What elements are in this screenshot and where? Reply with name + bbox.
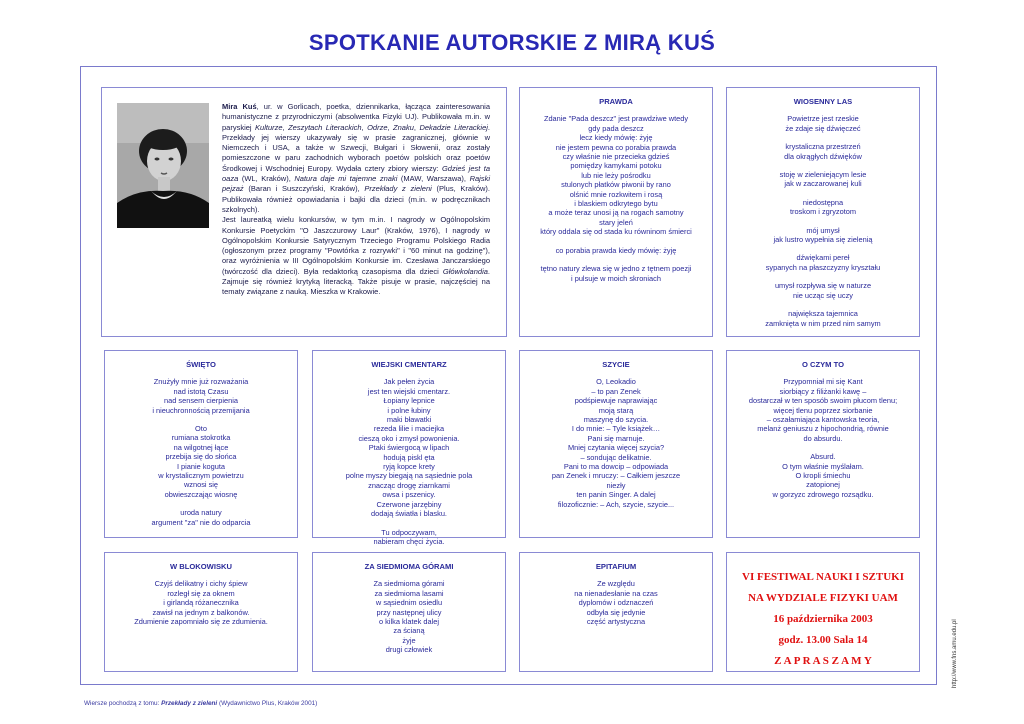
- poem-line: dźwiękami pereł: [796, 253, 850, 263]
- poem-line: Oto: [195, 424, 207, 434]
- poem-line: Zdanie "Pada deszcz" jest prawdziwe wtedy: [543, 114, 689, 124]
- poem-box-wiosenny-las: [726, 87, 920, 337]
- poem-line: pan Zenek i mruczy: – Całkiem jeszcze: [551, 471, 681, 481]
- festival-announcement: [726, 552, 920, 672]
- poem-line: maki bławatki: [386, 415, 432, 425]
- stanza-gap: [317, 519, 501, 528]
- poem-line: I do mnie: – Tyle książek…: [571, 424, 661, 434]
- poem-line: przebija się do słońca: [165, 452, 237, 462]
- poem-line: melanż geniuszu z hipochondrią, równie: [757, 424, 889, 434]
- poem-box-o-czym-to: [726, 350, 920, 538]
- poem-box-szycie: [519, 350, 713, 538]
- poem-line: ten panin Singer. A dalej: [576, 490, 656, 500]
- poem-line: I pianie koguta: [176, 461, 226, 471]
- author-photo: [117, 103, 209, 228]
- bio-paragraph: Jest laureatką wielu konkursów, w tym m.in. I nagrody w Ogólnopolskim Konkursie Poetyckim "O Jaszczurowy Laur" (Kraków, 1976), I nagrody w Ogólnopolskim Konkursie Satyrycznym Trzeciego Programu Polskiego Radia (ogłoszonym przez programy "Powtórka z rozrywki" i "60 minut na godzinę"), oraz wyróżnienia w III Ogólnopolskim Konkursie im. Czesława Janczarskiego (twórczość dla dzieci). Była redaktorką czasopisma dla dzieci Główkolandia. Zajmuje się również krytyką literacką. Także pisuje w prasie, najczęściej na tematy związane z nauką. Mieszka w Krakowie.: [222, 215, 490, 297]
- footer-prefix: Wiersze pochodzą z tomu:: [84, 700, 162, 707]
- stanza-gap: [731, 272, 915, 281]
- poem-line: Absurd.: [810, 452, 836, 462]
- poem-line: nie jestem pewna co porabia prawda: [555, 142, 677, 152]
- poem-line: nabieram chęci życia.: [373, 536, 445, 546]
- poem-line: więcej tlenu poprzez siorbanie: [773, 405, 873, 415]
- author-portrait-image: [117, 103, 209, 228]
- poem-box-za-siedmioma-gorami: [312, 552, 506, 672]
- poem-box-wiejski-cmentarz: [312, 350, 506, 546]
- poem-line: Przypomniał mi się Kant: [783, 377, 863, 387]
- poem-line: jest ten wiejski cmentarz.: [367, 386, 451, 396]
- stanza-gap: [731, 161, 915, 170]
- website-url[interactable]: http://www.fns.amu.edu.pl: [952, 619, 958, 688]
- poem-line: gdy pada deszcz: [588, 123, 644, 133]
- poem-line: Powietrze jest rzeskie: [787, 114, 859, 124]
- poem-line: drugi człowiek: [385, 645, 433, 655]
- poem-title: W BLOKOWISKU: [169, 562, 232, 571]
- poem-line: o kilka klatek dalej: [379, 617, 439, 627]
- poem-line: pomiędzy kamykami potoku: [570, 161, 662, 171]
- poem-line: w gorzyzc zdrowego rozsądku.: [772, 489, 874, 499]
- poem-line: Czyjś delikatny i cichy śpiew: [154, 579, 248, 589]
- poem-line: na wilgotnej łące: [173, 442, 229, 452]
- stanza-gap: [731, 217, 915, 226]
- poem-line: rumiana stokrotka: [171, 433, 231, 443]
- poem-line: dla okrągłych dźwięków: [784, 151, 862, 161]
- poem-line: Łopiany lepnice: [383, 396, 435, 406]
- stanza-gap: [731, 300, 915, 309]
- poem-line: – sondując delikatnie.: [580, 452, 652, 462]
- poem-line: że zdaje się dźwięczeć: [785, 123, 861, 133]
- poem-line: i nieuchronnością przemijania: [152, 405, 250, 415]
- stanza-gap: [731, 189, 915, 198]
- poem-line: który oddala się od stada ku równinom śmierci: [540, 227, 692, 237]
- poem-line: sypanych na płaszczyzny kryształu: [765, 262, 881, 272]
- poem-line: znacząc drogę ziarnkami: [368, 480, 450, 490]
- poem-line: za siedmioma lasami: [374, 588, 444, 598]
- poem-line: hodują piskl ęta: [383, 452, 435, 462]
- poem-line: jak lustro wypełnia się zielenią: [773, 235, 873, 245]
- poem-line: zamknięta w nim przed nim samym: [765, 318, 881, 328]
- poem-line: na nienadesłanie na czas: [574, 588, 658, 598]
- poem-line: dostarczał w ten sposób swoim płucom tlenu;: [748, 396, 898, 406]
- poem-line: nad istotą Czasu: [173, 386, 229, 396]
- poem-line: siorbiący z filiżanki kawę –: [779, 386, 867, 396]
- poem-line: jak w zaczarowanej kuli: [784, 179, 862, 189]
- poem-line: i blaskiem odkrytego bytu: [574, 199, 658, 209]
- poem-line: żyje: [402, 635, 416, 645]
- poem-line: za ścianą: [393, 626, 425, 636]
- page-title: SPOTKANIE AUTORSKIE Z MIRĄ KUŚ: [308, 30, 716, 55]
- poem-line: mój umysł: [806, 225, 840, 235]
- poem-line: nad sensem cierpienia: [164, 396, 238, 406]
- festival-venue: NA WYDZIALE FIZYKI UAM: [748, 592, 898, 604]
- poem-line: uroda natury: [180, 508, 222, 518]
- stanza-gap: [524, 237, 708, 246]
- poem-line: Mniej czytania więcej szycia?: [567, 443, 665, 453]
- poem-title: ZA SIEDMIOMA GÓRAMI: [364, 562, 454, 571]
- poem-line: Czerwone jarzębiny: [376, 499, 442, 509]
- poem-box-epitafium: [519, 552, 713, 672]
- poem-line: Pani to ma dowcip – odpowiada: [563, 462, 669, 472]
- footer-book-title: Przekłady z zieleni: [161, 700, 218, 707]
- poem-line: krystaliczna przestrzeń: [785, 142, 861, 152]
- poem-line: rozległ się za oknem: [167, 588, 235, 598]
- poem-line: podśpiewuje naprawiając: [574, 396, 658, 406]
- poem-line: i polne łubiny: [387, 405, 431, 415]
- poem-line: Zdumienie zapomniało się ze zdumienia.: [134, 617, 268, 627]
- stanza-gap: [109, 499, 293, 508]
- poem-line: niedostępna: [802, 197, 844, 207]
- poem-line: zawisł na jednym z balkonów.: [152, 607, 250, 617]
- poem-line: Ze względu: [597, 579, 635, 589]
- poem-line: czy właśnie nie przecieka gdzieś: [562, 152, 670, 162]
- poem-line: Znużyły mnie już rozważania: [153, 377, 249, 387]
- poem-line: argument "za" nie do odparcia: [151, 517, 251, 527]
- poem-line: moją starą: [598, 405, 634, 415]
- poem-line: filozoficznie: – Ach, szycie, szycie...: [557, 499, 675, 509]
- poem-line: i girlandą różanecznika: [163, 598, 239, 608]
- festival-time-room: godz. 13.00 Sala 14: [778, 634, 868, 646]
- poem-line: Za siedmioma górami: [373, 579, 445, 589]
- poem-line: umysł rozpływa się w naturze: [774, 281, 872, 291]
- poem-line: Pani się marnuje.: [587, 433, 645, 443]
- stanza-gap: [109, 415, 293, 424]
- poem-line: lub nie leży pośrodku: [581, 170, 651, 180]
- poem-title: WIEJSKI CMENTARZ: [371, 360, 447, 369]
- poem-line: największa tajemnica: [788, 309, 858, 319]
- poem-line: Jak pełen życia: [383, 377, 435, 387]
- poem-line: O tym właśnie myślałam.: [782, 461, 864, 471]
- poem-line: maszynę do szycia.: [583, 415, 649, 425]
- stanza-gap: [731, 133, 915, 142]
- poem-line: – to pan Zenek: [591, 386, 641, 396]
- poem-line: cieszą oko i zmysł powonienia.: [358, 433, 460, 443]
- poem-title: EPITAFIUM: [595, 562, 637, 571]
- bio-text: [222, 102, 490, 298]
- poem-line: co porabia prawda kiedy mówię: żyję: [555, 245, 677, 255]
- poem-line: do absurdu.: [803, 433, 843, 443]
- poem-line: zatopionej: [806, 480, 840, 490]
- poem-line: w krystalicznym powietrzu: [158, 471, 244, 481]
- poem-box-w-blokowisku: [104, 552, 298, 672]
- poem-box-prawda: [519, 87, 713, 337]
- poem-line: lecz kiedy mówię: żyję: [579, 133, 653, 143]
- poem-line: stoję w zieleniejącym lesie: [779, 170, 867, 180]
- poem-line: nie ucząc się uczy: [793, 290, 853, 300]
- poem-line: stulonych płatków piwonii by rano: [561, 180, 671, 190]
- stanza-gap: [731, 244, 915, 253]
- poem-line: olśnić mnie rozkwitem i rosą: [569, 189, 663, 199]
- poem-line: dodają światła i blasku.: [370, 509, 447, 519]
- poem-line: wznosi się: [183, 480, 219, 490]
- poem-line: Ptaki świergocą w lipach: [368, 443, 450, 453]
- poem-line: polne myszy biegają na sąsiednie pola: [345, 471, 473, 481]
- poem-title: ŚWIĘTO: [186, 360, 216, 369]
- festival-date: 16 października 2003: [773, 613, 873, 625]
- poem-line: ryją kopce krety: [383, 462, 435, 472]
- poem-title: O CZYM TO: [801, 360, 845, 369]
- poem-line: obwieszczając wiosnę: [164, 489, 238, 499]
- stanza-gap: [731, 443, 915, 452]
- poem-title: WIOSENNY LAS: [793, 97, 853, 106]
- poem-line: niezły: [606, 480, 626, 490]
- poem-line: – oszałamiająca kantowska teoria,: [766, 415, 880, 425]
- poem-line: a może teraz unosi ją na rogach samotny: [548, 208, 684, 218]
- poem-line: rezeda lilie i maciejka: [373, 424, 445, 434]
- poem-title: PRAWDA: [599, 97, 633, 106]
- poem-box-swieto: [104, 350, 298, 538]
- poem-line: w sąsiednim osiedlu: [375, 598, 443, 608]
- poem-line: przy następnej ulicy: [376, 607, 442, 617]
- festival-invitation: Z A P R A S Z A M Y: [774, 655, 872, 667]
- footer-source-note: [84, 700, 317, 707]
- festival-title: VI FESTIWAL NAUKI I SZTUKI: [742, 571, 904, 583]
- poem-line: i pulsuje w moich skroniach: [571, 273, 661, 283]
- poem-line: odbyła się jedynie: [586, 607, 646, 617]
- footer-suffix: (Wydawnictwo Plus, Kraków 2001): [217, 700, 318, 707]
- poem-line: stary jeleń: [599, 217, 633, 227]
- stanza-gap: [524, 255, 708, 264]
- poem-line: Tu odpoczywam,: [381, 527, 437, 537]
- poem-title: SZYCIE: [602, 360, 630, 369]
- poem-line: O, Leokadio: [596, 377, 636, 387]
- poem-line: dyplomów i odznaczeń: [578, 598, 654, 608]
- poem-line: O kropli śmiechu: [795, 471, 851, 481]
- poem-line: część artystyczna: [586, 617, 646, 627]
- poem-line: tętno natury zlewa się w jedno z tętnem poezji: [540, 264, 692, 274]
- poem-line: troskom i zgryzotom: [789, 207, 857, 217]
- bio-paragraph: Mira Kuś, ur. w Gorlicach, poetka, dziennikarka, łącząca zainteresowania humanistyczne z przyrodniczymi (absolwentka Fizyki UJ). Publikowała m.in. w paryskiej Kulturze, Zeszytach Literackich, Odrze, Znaku, Dekadzie Literackiej. Przekłady jej wierszy ukazywały się w prasie zagranicznej, głównie w Niemczech i USA, a także w Szwecji, Bułgari i Słowenii, oraz zostały pomieszczone w paru zachodnich wyborach poetów polskich oraz poetów Środkowej i Wschodniej Europy. Wydała cztery zbiory wierszy: Gdzieś jest ta oaza (WL, Kraków), Natura daje mi tajemne znaki (MAW, Warszawa), Rajski pejzaż (Baran i Suszczyński, Kraków), Przekłady z zieleni (Plus, Kraków). Publikowała również opowiadania i bajki dla dzieci (m.in. w podręcznikach szkolnych).: [222, 102, 490, 214]
- poem-line: owsa i pszenicy.: [382, 490, 436, 500]
